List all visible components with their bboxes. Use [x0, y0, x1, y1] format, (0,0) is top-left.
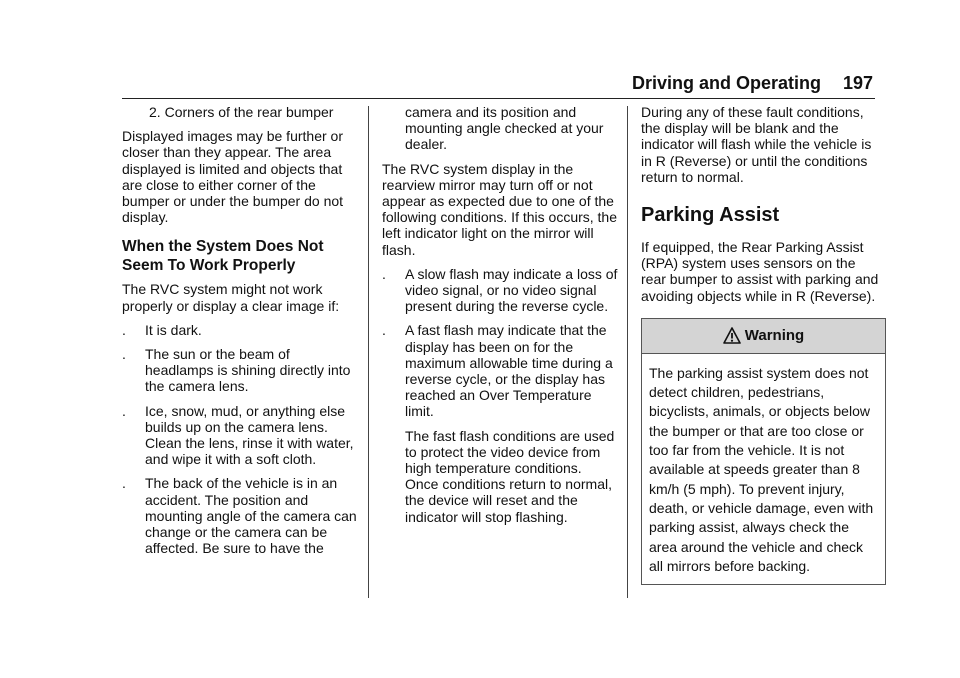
paragraph: The RVC system display in the rearview mirror may turn off or not appear as expected due to one of the following conditions. If this occurs, the left indicator light on the mirror will flash.	[382, 160, 618, 258]
bullet-glyph: .	[122, 321, 126, 338]
list-item	[122, 322, 358, 338]
list-item	[122, 403, 358, 468]
warning-box	[641, 318, 886, 585]
paragraph: If equipped, the Rear Parking Assist (RPA) system uses sensors on the rear bumper to assist with parking and avoiding objects while in R (Reverse).	[641, 239, 879, 304]
list-item-text: It is dark.	[145, 321, 202, 338]
bullet-glyph: .	[382, 265, 386, 282]
bullet-glyph: .	[122, 475, 126, 492]
list-item-text: The sun or the beam of headlamps is shining directly into the camera lens.	[145, 346, 351, 395]
column-2	[382, 104, 618, 533]
numbered-item	[122, 104, 358, 120]
list-item	[382, 322, 618, 419]
list-item-text: A slow flash may indicate a loss of video signal, or no video signal present during the reverse cycle.	[405, 265, 618, 315]
column-1	[122, 104, 358, 564]
warning-text: The parking assist system does not detect children, pedestrians, bicyclists, animals, or objects below the bumper or that are too close or too far from the vehicle. It is not available at speeds greater than 8 km/h (5 mph). To prevent injury, death, or vehicle damage, even with parking assist, always check the area around the vehicle and check all mirrors before backing.	[649, 364, 874, 574]
list-item	[122, 475, 358, 556]
paragraph: The fast flash conditions are used to protect the video device from high temperature conditions. Once conditions return to normal, the device will reset and the indicator will stop flashing.	[405, 427, 615, 525]
warning-header	[642, 319, 885, 354]
warning-title: Warning	[744, 326, 805, 344]
paragraph: Displayed images may be further or closer than they appear. The area displayed is limited and objects that are close to either corner of the bumper or under the bumper do not display.	[122, 128, 344, 226]
section-heading: Parking Assist	[641, 204, 780, 227]
bullet-glyph: .	[122, 402, 126, 419]
column-3	[641, 104, 879, 585]
bullet-glyph: .	[382, 322, 386, 339]
bullet-glyph: .	[122, 346, 126, 363]
list-item-text: A fast flash may indicate that the display has been on for the maximum allowable time during a reverse cycle, or the display has reached an Over Temperature limit.	[405, 322, 613, 420]
paragraph: During any of these fault conditions, the display will be blank and the indicator will flash while the vehicle is in R (Reverse) or until the conditions return to normal.	[641, 104, 872, 185]
section-heading: When the System Does Not Seem To Work Properly	[122, 238, 324, 275]
paragraph: The RVC system might not work properly or display a clear image if:	[122, 281, 340, 314]
item-text: Corners of the rear bumper	[164, 104, 334, 120]
item-number: 2.	[149, 104, 161, 120]
page-header	[626, 72, 875, 96]
list-item-text: Ice, snow, mud, or anything else builds up on the camera lens. Clean the lens, rinse it with water, and wipe it with a soft cloth.	[145, 402, 354, 468]
list-item	[382, 266, 618, 315]
warning-icon	[723, 327, 741, 344]
column-divider-2	[627, 106, 628, 598]
header-rule	[122, 98, 875, 99]
page-number: 197	[842, 73, 873, 93]
paragraph: camera and its position and mounting angle checked at your dealer.	[405, 104, 604, 153]
list-item-text: The back of the vehicle is in an accident. The position and mounting angle of the camera can change or the camera can be affected. Be sure to have the	[145, 475, 357, 557]
column-divider-1	[368, 106, 369, 598]
section-title: Driving and Operating	[632, 73, 822, 93]
list-item	[122, 346, 358, 395]
